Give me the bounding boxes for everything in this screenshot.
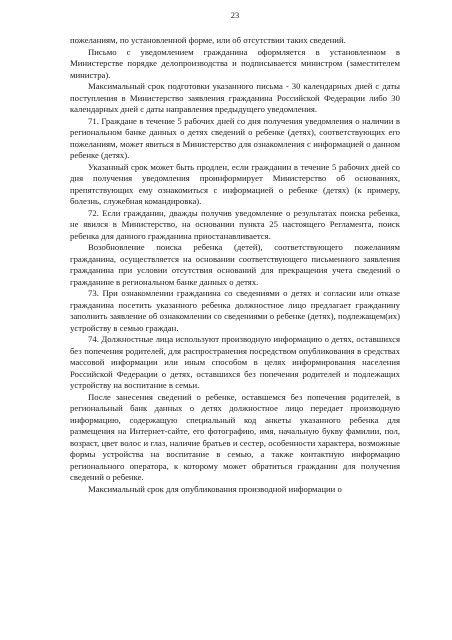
paragraph: Указанный срок может быть продлен, если гражданин в течение 5 рабочих дней со дня получения уведомления проинформирует Министерство об основаниях, препятствующих ему ознакомиться с информацией о ребенке (детях) (к примеру, болезнь, служебная командировка). — [70, 161, 400, 206]
paragraph: После занесения сведений о ребенке, оставшемся без попечения родителей, в региональный банк данных о детях должностное лицо передает производную информацию, содержащую специальный код анкеты указанного ребенка для размещения на Интернет-сайте, его фотографию, имя, начальную букву фамилии, пол, возраст, цвет волос и глаз, наличие братьев и сестер, особенности характера, возможные формы устройства на воспитание в семью, а также контактную информацию регионального оператора, к которому может обратиться гражданин для получения сведений о ребенке. — [70, 391, 400, 482]
paragraph: 71. Граждане в течение 5 рабочих дней со дня получения уведомления о наличии в региональном банке данных о детях сведений о ребенке (детях), соответствующих его пожеланиям, может явиться в Министерство для ознакомления с информацией о данном ребенке (детях). — [70, 115, 400, 160]
paragraph: 74. Должностные лица используют производную информацию о детях, оставшихся без попечения родителей, для распространения посредством опубликования в средствах массовой информации или иным способом в целях информирования населения Российской Федерации о детях, оставшихся без попечения родителей и подлежащих устройству на воспитание в семьи. — [70, 334, 400, 390]
paragraph: пожеланиям, по установленной форме, или об отсутствии таких сведений. — [70, 35, 346, 45]
paragraph: Письмо с уведомлением гражданина оформляется в установленном в Министерстве порядке делопроизводства и подписывается министром (заместителем министра). — [70, 46, 400, 80]
paragraph: 72. Если гражданин, дважды получив уведомление о результатах поиска ребенка, не явился в Министерство, на основании пункта 25 настоящего Регламента, поиск ребенка для данного гражданина приостанавливается. — [70, 207, 400, 241]
page-number: 23 — [230, 10, 240, 20]
body-text — [70, 35, 400, 495]
paragraph: Максимальный срок подготовки указанного письма - 30 календарных дней с даты поступления в Министерство заявления гражданина Российской Федерации либо 30 календарных дней с даты направления предыдущего уведомления. — [70, 81, 400, 114]
paragraph: 73. При ознакомлении гражданина со сведениями о детях и согласии или отказе гражданина посетить указанного ребенка должностное лицо предлагает гражданину заполнить заявление об ознакомлении со сведениями о ребенке (детях), подлежащем(их) устройству в семью граждан. — [70, 288, 400, 333]
paragraph: Максимальный срок для опубликования производной информации о — [88, 483, 342, 494]
paragraph: Возобновление поиска ребенка (детей), соответствующего пожеланиям гражданина, осуществляется на основании соответствующего письменного заявления гражданина при условии отсутствия оснований для прекращения учета сведений о гражданине в региональном банке данных о детях. — [70, 242, 400, 287]
